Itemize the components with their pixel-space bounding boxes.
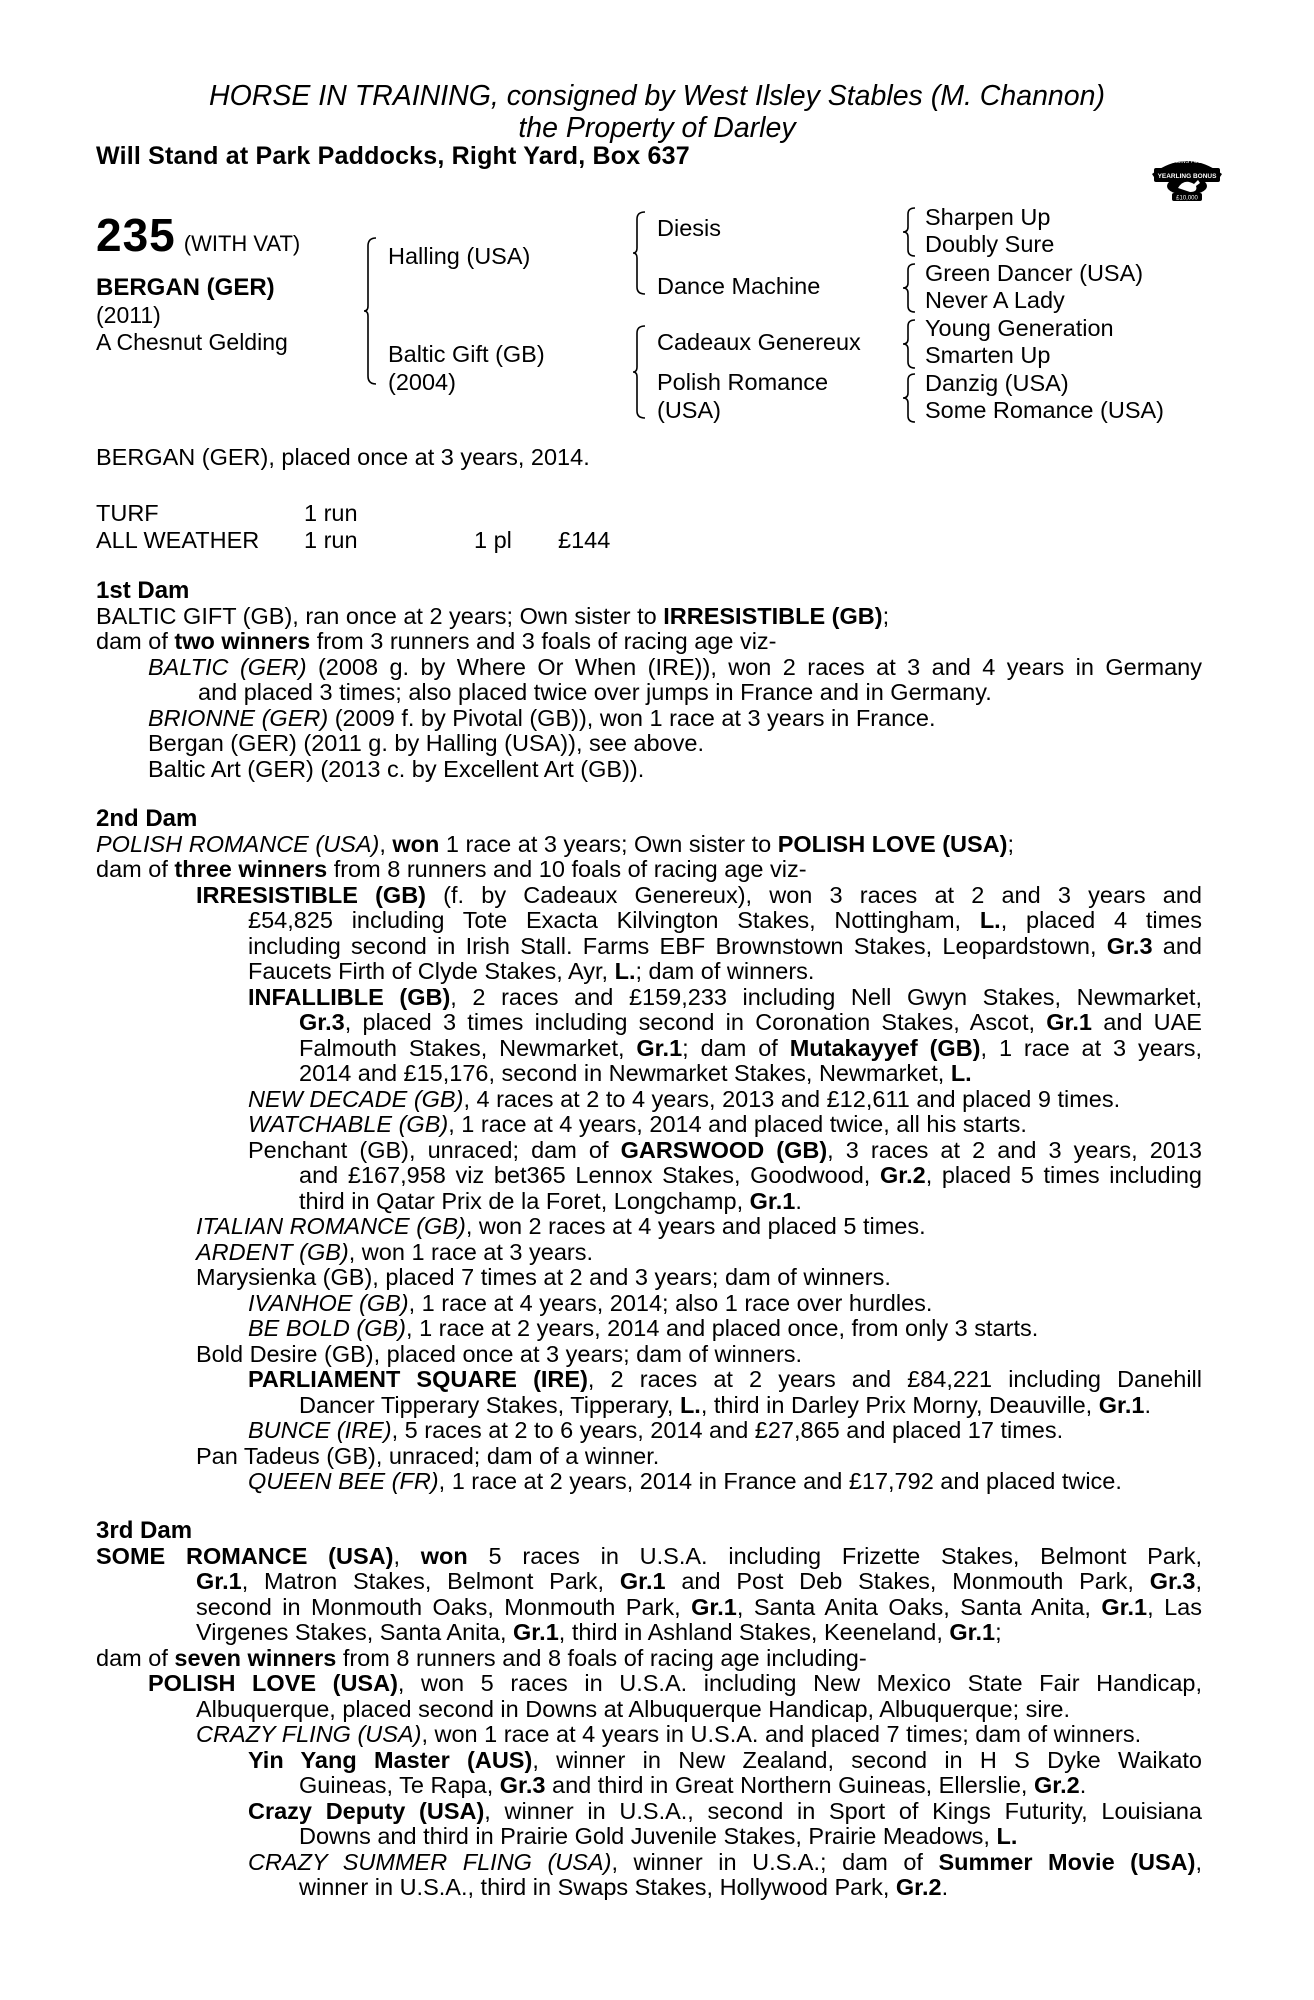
produce-entry-cont (96, 908, 1202, 934)
produce-entry (96, 1240, 1202, 1266)
text-run: Gr.1 (636, 1034, 683, 1061)
text-run: L. (979, 907, 1001, 933)
text-run: ITALIAN ROMANCE (GB) (196, 1213, 466, 1239)
text-run: L. (679, 1391, 701, 1418)
text-run: Downs and third in Prairie Gold Juvenile Stakes, Prairie Meadows, (299, 1823, 997, 1849)
badge-top-text: RACING POST (1169, 159, 1205, 165)
grand-produce-cont (96, 1010, 1202, 1036)
produce-entry (96, 1671, 1202, 1697)
text-run: , third in Ashland Stakes, Keeneland, (558, 1619, 950, 1645)
grand-produce-entry (96, 1748, 1202, 1774)
text-run: IRRESISTIBLE (GB) (663, 602, 883, 629)
text-run: , (379, 830, 393, 857)
text-run: , 5 races at 2 to 6 years, 2014 and £27,865 and placed 17 times. (391, 1417, 1064, 1443)
dam-summary-cont (96, 1569, 1202, 1595)
text-run: . (1079, 1772, 1087, 1798)
text-run: won (392, 830, 440, 857)
horse-description: A Chesnut Gelding (96, 329, 288, 355)
text-run: , Matron Stakes, Belmont Park, (241, 1568, 620, 1594)
grand-produce-entry (96, 1316, 1202, 1342)
text-run: GARSWOOD (GB) (620, 1136, 828, 1163)
text-run: , 1 race at 3 years, (980, 1034, 1203, 1061)
first-dam-section (96, 578, 1202, 782)
pedigree-bracket-sire-line (633, 210, 647, 296)
text-run: POLISH ROMANCE (USA) (96, 830, 380, 857)
text-run: , won 1 race at 4 years in U.S.A. and placed 7 times; dam of winners. (421, 1721, 1142, 1747)
text-run: Crazy Deputy (USA) (248, 1797, 485, 1824)
text-run: POLISH LOVE (USA) (777, 830, 1008, 857)
dam-summary-line (96, 604, 1202, 630)
grand-produce-entry (96, 985, 1202, 1011)
surface-cell: TURF (96, 500, 159, 526)
text-run: . (941, 1874, 949, 1900)
pedigree-bracket-ss (903, 206, 917, 258)
grand-produce-entry (96, 1418, 1202, 1444)
section-heading: 2nd Dam (96, 805, 198, 832)
dam-summary-line (96, 832, 1202, 858)
text-run: , Las (1147, 1593, 1203, 1620)
surface-cell: ALL WEATHER (96, 527, 260, 553)
pedigree-dam-sire: Cadeaux Genereux (657, 329, 861, 355)
text-run: from 8 runners and 8 foals of racing age including- (336, 1644, 867, 1671)
text-run: ARDENT (GB) (196, 1238, 349, 1265)
grand-produce-entry (96, 1367, 1202, 1393)
dam-produce-line (96, 629, 1202, 655)
second-dam-section (96, 806, 1202, 1495)
text-run: seven winners (174, 1644, 337, 1671)
text-run: 5 races in U.S.A. including Frizette Stakes, Belmont Park, (467, 1542, 1202, 1569)
grand-produce-cont (96, 1393, 1202, 1419)
text-run: , (393, 1542, 421, 1569)
produce-entry-cont: Albuquerque, placed second in Downs at Albuquerque Handicap, Albuquerque; sire. (196, 1695, 1071, 1722)
pedigree-bracket-gen1 (364, 236, 378, 386)
text-run: L. (614, 958, 636, 984)
pedigree-dsd: Smarten Up (925, 342, 1051, 368)
text-run: , winner in New Zealand, second in H S Dyke Waikato (532, 1746, 1202, 1773)
lot-number-block (96, 208, 300, 262)
produce-entry: Bold Desire (GB), placed once at 3 years; dam of winners. (196, 1340, 803, 1367)
text-run: 2014 and £15,176, second in Newmarket Stakes, Newmarket, (299, 1060, 951, 1086)
text-run: , placed 3 times including second in Coronation Stakes, Ascot, (344, 1009, 1047, 1035)
produce-entry (96, 1214, 1202, 1240)
text-run: . (1144, 1391, 1151, 1418)
grand-produce-entry (96, 1850, 1202, 1876)
prize-cell (558, 500, 610, 527)
text-run: Gr.1 (1101, 1593, 1148, 1620)
table-row (96, 527, 610, 554)
grand-produce-entry (96, 1138, 1202, 1164)
produce-entry (96, 655, 1202, 681)
text-run: Virgenes Stakes, Santa Anita, (196, 1619, 514, 1645)
text-run: , 1 race at 4 years, 2014; also 1 race over hurdles. (408, 1289, 933, 1316)
lot-number: 235 (96, 209, 176, 261)
text-run: , third in Darley Prix Morny, Deauville, (700, 1391, 1099, 1418)
pedigree-ssd: Doubly Sure (925, 231, 1055, 257)
text-run: BALTIC (GER) (148, 653, 307, 680)
text-run: Gr.1 (196, 1568, 242, 1594)
text-run: Penchant (GB), unraced; dam of (248, 1136, 621, 1163)
grand-produce-cont (96, 1773, 1202, 1799)
text-run: Gr.3 (499, 1772, 546, 1798)
text-run: , 4 races at 2 to 4 years, 2013 and £12,611 and placed 9 times. (463, 1085, 1121, 1112)
pedigree-bracket-dam-line (633, 324, 647, 420)
dam-produce-line (96, 857, 1202, 883)
text-run: 1 race at 3 years; Own sister to (439, 830, 778, 857)
pedigree-sss: Sharpen Up (925, 204, 1051, 230)
text-run: Gr.2 (1034, 1772, 1080, 1798)
text-run: , won 5 races in U.S.A. including New Mexico State Fair Handicap, (397, 1670, 1202, 1696)
text-run: Gr.1 (513, 1619, 559, 1645)
text-run: (f. by Cadeaux Genereux), won 3 races at 2 and 3 years and (426, 881, 1202, 908)
text-run: Yin Yang Master (AUS) (248, 1746, 533, 1773)
text-run: from 3 runners and 3 foals of racing age viz- (310, 628, 777, 654)
text-run: Gr.1 (691, 1593, 737, 1620)
text-run: Gr.1 (749, 1187, 796, 1214)
grand-produce-entry (96, 1112, 1202, 1138)
text-run: dam of (96, 628, 175, 654)
text-run: QUEEN BEE (FR) (248, 1468, 439, 1494)
text-run: PARLIAMENT SQUARE (IRE) (248, 1366, 588, 1392)
text-run: second in Monmouth Oaks, Monmouth Park, (196, 1593, 692, 1620)
text-run: dam of (96, 856, 175, 882)
produce-entry: Pan Tadeus (GB), unraced; dam of a winner. (196, 1442, 660, 1469)
text-run: . (795, 1187, 802, 1214)
grand-produce-entry (96, 1799, 1202, 1825)
text-run: Gr.2 (879, 1162, 926, 1188)
text-run: SOME ROMANCE (USA) (96, 1542, 394, 1569)
section-heading: 3rd Dam (96, 1517, 193, 1544)
text-run: Gr.3 (1106, 932, 1153, 959)
placed-cell: 1 pl (474, 527, 512, 553)
section-heading: 1st Dam (96, 577, 190, 604)
badge-amount-text: £10,000 (1176, 195, 1198, 202)
produce-entry (96, 1722, 1202, 1748)
text-run: Gr.3 (299, 1009, 345, 1035)
text-run: CRAZY SUMMER FLING (USA) (248, 1848, 612, 1875)
text-run: , 2 races at 2 years and £84,221 including Danehill (587, 1366, 1202, 1392)
text-run: Summer Movie (USA) (938, 1848, 1196, 1875)
text-run: WATCHABLE (GB) (248, 1111, 449, 1137)
text-run: CRAZY FLING (USA) (196, 1721, 422, 1747)
text-run: IRRESISTIBLE (GB) (196, 881, 426, 908)
text-run: and £167,958 viz bet365 Lennox Stakes, Goodwood, (299, 1162, 880, 1188)
stand-location: Will Stand at Park Paddocks, Right Yard, Box 637 (96, 142, 690, 170)
third-dam-section (96, 1518, 1202, 1901)
foaling-year: (2011) (96, 302, 161, 328)
grand-produce-entry (96, 1291, 1202, 1317)
pedigree-ddd: Some Romance (USA) (925, 397, 1164, 423)
grand-produce-cont (96, 1036, 1202, 1062)
text-run: third in Qatar Prix de la Foret, Longchamp, (299, 1187, 750, 1214)
dam-produce-line (96, 1646, 1202, 1672)
grand-produce-cont (96, 1189, 1202, 1215)
grand-produce-cont (96, 1061, 1202, 1087)
pedigree-sds: Green Dancer (USA) (925, 260, 1144, 286)
text-run: Mutakayyef (GB) (789, 1034, 981, 1061)
dam-summary-line (96, 1544, 1202, 1570)
pedigree-dam-dam-year: (USA) (657, 397, 721, 423)
text-run: , Santa Anita Oaks, Santa Anita, (736, 1593, 1102, 1620)
pedigree-bracket-ds (903, 318, 917, 370)
grand-produce-cont (96, 1875, 1202, 1901)
text-run: POLISH LOVE (USA) (148, 1670, 398, 1696)
text-run: IVANHOE (GB) (248, 1289, 409, 1316)
text-run: BALTIC GIFT (GB), ran once at 2 years; Own sister to (96, 602, 664, 629)
text-run: NEW DECADE (GB) (248, 1085, 464, 1112)
text-run: , 1 race at 2 years, 2014 and placed once, from only 3 starts. (406, 1315, 1039, 1341)
text-run: Gr.1 (1046, 1009, 1092, 1035)
text-run: dam of (96, 1644, 175, 1671)
produce-entry: Baltic Art (GER) (2013 c. by Excellent Art (GB)). (148, 755, 645, 782)
produce-entry-cont (96, 934, 1202, 960)
text-run: ; (995, 1619, 1002, 1645)
text-run: , winner in U.S.A., second in Sport of Kings Futurity, Louisiana (484, 1797, 1202, 1824)
horse-name: BERGAN (GER) (96, 274, 275, 301)
produce-entry (96, 883, 1202, 909)
text-run: L. (996, 1823, 1018, 1849)
pedigree-dds: Danzig (USA) (925, 370, 1069, 396)
race-summary: BERGAN (GER), placed once at 3 years, 2014. (96, 444, 590, 470)
text-run: ; dam of winners. (635, 958, 815, 984)
text-run: , placed 5 times including (925, 1162, 1202, 1188)
text-run: Gr.1 (619, 1568, 666, 1594)
text-run: , 1 race at 2 years, 2014 in France and £17,792 and placed twice. (438, 1468, 1122, 1494)
text-run: and third in Great Northern Guineas, Ellerslie, (545, 1772, 1034, 1798)
property-line: the Property of Darley (518, 112, 796, 144)
text-run: , (1195, 1848, 1202, 1875)
table-row (96, 500, 610, 527)
pedigree-dam-name: Baltic Gift (GB) (388, 341, 545, 367)
placed-cell (474, 500, 558, 527)
produce-entry (96, 706, 1202, 732)
text-run: L. (950, 1060, 972, 1086)
text-run: winner in U.S.A., third in Swaps Stakes, Hollywood Park, (299, 1874, 896, 1900)
text-run: BE BOLD (GB) (248, 1315, 407, 1341)
text-run: Gr.2 (895, 1874, 942, 1900)
runs-cell: 1 run (304, 500, 358, 526)
pedigree-bracket-dd (903, 372, 917, 424)
text-run: , 3 races at 2 and 3 years, 2013 (827, 1136, 1202, 1163)
text-run: three winners (174, 856, 328, 882)
grand-produce-entry (96, 1469, 1202, 1495)
text-run: , 1 race at 4 years, 2014 and placed twice, all his starts. (448, 1111, 1027, 1137)
text-run: Gr.1 (1098, 1391, 1145, 1418)
text-run: , won 1 race at 3 years. (348, 1238, 594, 1265)
text-run: and (1152, 932, 1202, 959)
runs-cell: 1 run (304, 527, 358, 553)
pedigree-dss: Young Generation (925, 315, 1114, 341)
text-run: from 8 runners and 10 foals of racing age viz- (327, 856, 807, 882)
yearling-bonus-badge-icon (1148, 146, 1226, 202)
prize-cell: £144 (558, 527, 611, 553)
pedigree-bracket-sd (903, 262, 917, 314)
text-run: (2009 f. by Pivotal (GB)), won 1 race at 3 years in France. (328, 704, 936, 731)
text-run: ; (882, 602, 890, 629)
text-run: , winner in U.S.A.; dam of (611, 1848, 939, 1875)
text-run: including second in Irish Stall. Farms EBF Brownstown Stakes, Leopardstown, (248, 932, 1107, 959)
text-run: and UAE (1091, 1009, 1202, 1035)
pedigree-sire: Halling (USA) (388, 243, 531, 269)
text-run: Gr.1 (949, 1619, 996, 1645)
produce-entry: Marysienka (GB), placed 7 times at 2 and 3 years; dam of winners. (196, 1264, 891, 1290)
text-run: (2008 g. by Where Or When (IRE)), won 2 races at 3 and 4 years in Germany (306, 653, 1202, 680)
dam-summary-cont (96, 1620, 1202, 1646)
text-run: and Post Deb Stakes, Monmouth Park, (665, 1568, 1150, 1594)
text-run: Gr.3 (1149, 1568, 1196, 1594)
text-run: ; dam of (682, 1034, 790, 1061)
text-run: won (420, 1542, 468, 1569)
text-run: £54,825 including Tote Exacta Kilvington Stakes, Nottingham, (248, 907, 980, 933)
pedigree-sdd: Never A Lady (925, 287, 1065, 313)
grand-produce-entry (96, 1087, 1202, 1113)
grand-produce-cont (96, 1824, 1202, 1850)
text-run: Falmouth Stakes, Newmarket, (299, 1034, 637, 1061)
consignor-line: HORSE IN TRAINING, consigned by West Ilsley Stables (M. Channon) (209, 80, 1105, 112)
text-run: , won 2 races at 4 years and placed 5 times. (465, 1213, 926, 1239)
text-run: Dancer Tipperary Stakes, Tipperary, (299, 1391, 680, 1418)
text-run: ; (1007, 830, 1015, 857)
text-run: , (1195, 1568, 1202, 1594)
produce-entry-cont: and placed 3 times; also placed twice over jumps in France and in Germany. (198, 679, 992, 705)
grand-produce-cont (96, 1163, 1202, 1189)
text-run: Guineas, Te Rapa, (299, 1772, 500, 1798)
text-run: Faucets Firth of Clyde Stakes, Ayr, (248, 958, 615, 984)
produce-entry-cont (96, 959, 1202, 985)
produce-entry: Bergan (GER) (2011 g. by Halling (USA)), see above. (148, 730, 704, 756)
race-record-table (96, 500, 610, 554)
text-run: , 2 races and £159,233 including Nell Gwyn Stakes, Newmarket, (450, 983, 1202, 1010)
pedigree-sire-dam: Dance Machine (657, 273, 821, 299)
pedigree-dam-dam-name: Polish Romance (657, 369, 829, 395)
text-run: , placed 4 times (1000, 907, 1202, 933)
vat-label: (WITH VAT) (183, 231, 301, 256)
dam-summary-cont (96, 1595, 1202, 1621)
text-run: INFALLIBLE (GB) (248, 983, 451, 1010)
pedigree-sire-sire: Diesis (657, 215, 721, 241)
text-run: two winners (174, 628, 311, 654)
badge-mid-text: YEARLING BONUS (1157, 173, 1217, 180)
pedigree-dam-year: (2004) (388, 369, 456, 395)
text-run: BUNCE (IRE) (248, 1417, 392, 1443)
text-run: BRIONNE (GER) (148, 704, 329, 731)
